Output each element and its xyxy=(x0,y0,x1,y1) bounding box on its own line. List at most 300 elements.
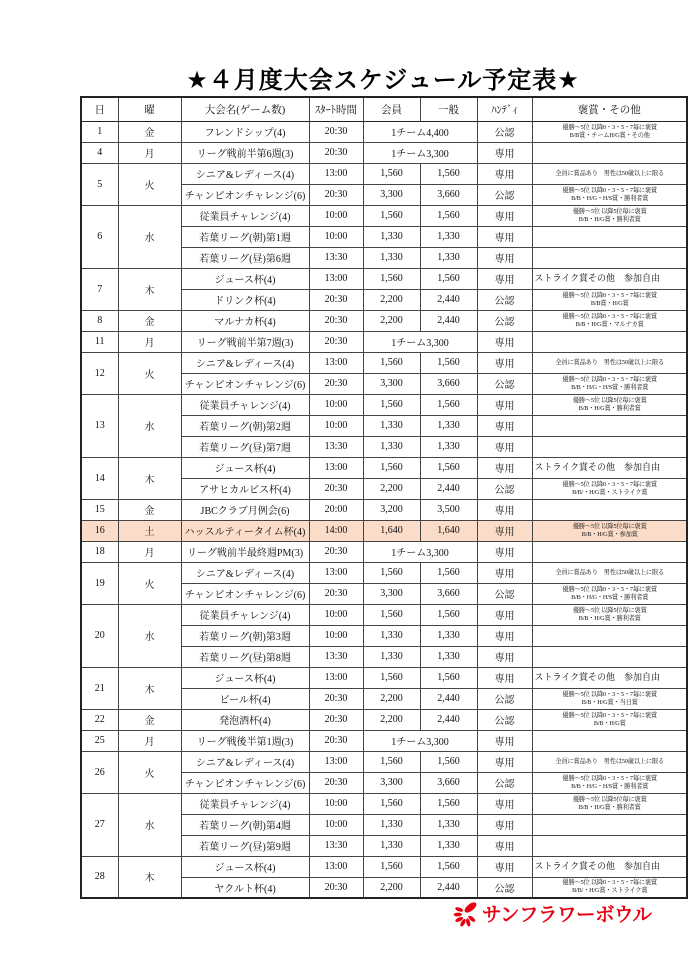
tournament-name-cell: 若葉リーグ(昼)第9週 xyxy=(181,835,309,856)
column-header-1: 曜 xyxy=(118,97,181,121)
tournament-name-cell: 若葉リーグ(朝)第1週 xyxy=(181,226,309,247)
tournament-name-cell: 従業員チャレンジ(4) xyxy=(181,394,309,415)
start-time-cell: 13:30 xyxy=(309,835,363,856)
prize-line: B/B・H/G・H/S賞・勝利者賞 xyxy=(570,593,648,601)
prize-cell xyxy=(532,835,687,856)
day-cell: 13 xyxy=(81,394,118,457)
prize-line: ストライク賞その他 参加自由 xyxy=(534,462,661,473)
prize-line: 優勝～5位 以降0・3・5・7毎に褒賞 xyxy=(561,375,657,383)
prize-cell xyxy=(532,184,687,205)
column-header-3: ｽﾀｰﾄ時間 xyxy=(309,97,363,121)
prize-line: B/B/・H/G賞・ストライク賞 xyxy=(571,887,647,895)
start-time-cell: 20:30 xyxy=(309,121,363,142)
general-fee-cell: 1,330 xyxy=(420,814,477,835)
tournament-name-cell: マルナカ杯(4) xyxy=(181,310,309,331)
tournament-name-cell: 従業員チャレンジ(4) xyxy=(181,604,309,625)
member-fee-cell: 2,200 xyxy=(363,289,420,310)
handicap-cell: 公認 xyxy=(477,709,532,730)
member-fee-cell: 1,330 xyxy=(363,646,420,667)
prize-line: B/B・H/G賞・当日賞 xyxy=(581,698,638,706)
tournament-name-cell: リーグ戦前半第6週(3) xyxy=(181,142,309,163)
weekday-cell: 水 xyxy=(118,205,181,268)
handicap-cell: 公認 xyxy=(477,877,532,898)
column-header-4: 会員 xyxy=(363,97,420,121)
general-fee-cell: 1,560 xyxy=(420,856,477,877)
member-fee-cell: 1,330 xyxy=(363,835,420,856)
member-fee-cell: 3,300 xyxy=(363,184,420,205)
start-time-cell: 10:00 xyxy=(309,625,363,646)
team-fee-cell: 1チーム3,300 xyxy=(363,730,477,751)
tournament-name-cell: 従業員チャレンジ(4) xyxy=(181,205,309,226)
prize-cell xyxy=(532,226,687,247)
member-fee-cell: 1,330 xyxy=(363,226,420,247)
table-row xyxy=(81,604,687,625)
tournament-name-cell: ハッスルティータイム杯(4) xyxy=(181,520,309,541)
weekday-cell: 木 xyxy=(118,268,181,310)
general-fee-cell: 1,560 xyxy=(420,457,477,478)
weekday-cell: 月 xyxy=(118,142,181,163)
day-cell: 25 xyxy=(81,730,118,751)
schedule-table xyxy=(80,96,688,899)
prize-line: 優勝～5位 以降0・3・5・7毎に褒賞 xyxy=(561,774,657,782)
general-fee-cell: 3,500 xyxy=(420,499,477,520)
tournament-name-cell: ビール杯(4) xyxy=(181,688,309,709)
member-fee-cell: 3,300 xyxy=(363,772,420,793)
prize-line: 優勝～5位 以降5位毎に褒賞 xyxy=(572,606,647,614)
handicap-cell: 専用 xyxy=(477,625,532,646)
table-row xyxy=(81,310,687,331)
weekday-cell: 月 xyxy=(118,541,181,562)
prize-cell xyxy=(532,604,687,625)
general-fee-cell: 1,560 xyxy=(420,667,477,688)
prize-line: B/B賞・チームH/G賞・その他 xyxy=(569,131,650,139)
member-fee-cell: 1,330 xyxy=(363,436,420,457)
member-fee-cell: 1,640 xyxy=(363,520,420,541)
start-time-cell: 10:00 xyxy=(309,793,363,814)
member-fee-cell: 1,560 xyxy=(363,751,420,772)
day-cell: 16 xyxy=(81,520,118,541)
prize-line: 優勝～5位 以降0・3・5・7毎に褒賞 xyxy=(561,711,657,719)
start-time-cell: 13:00 xyxy=(309,352,363,373)
member-fee-cell: 1,560 xyxy=(363,352,420,373)
handicap-cell: 専用 xyxy=(477,562,532,583)
tournament-name-cell: アサヒカルピス杯(4) xyxy=(181,478,309,499)
day-cell: 11 xyxy=(81,331,118,352)
column-header-7: 褒賞・その他 xyxy=(532,97,687,121)
table-row xyxy=(81,205,687,226)
day-cell: 7 xyxy=(81,268,118,310)
start-time-cell: 20:30 xyxy=(309,877,363,898)
prize-line: B/B賞・H/G賞 xyxy=(590,299,629,307)
member-fee-cell: 1,560 xyxy=(363,457,420,478)
handicap-cell: 専用 xyxy=(477,205,532,226)
member-fee-cell: 2,200 xyxy=(363,877,420,898)
prize-cell xyxy=(532,667,687,688)
member-fee-cell: 2,200 xyxy=(363,310,420,331)
start-time-cell: 13:30 xyxy=(309,247,363,268)
prize-cell xyxy=(532,625,687,646)
prize-cell xyxy=(532,331,687,352)
weekday-cell: 木 xyxy=(118,667,181,709)
prize-line: 全員に賞品あり 男性は50歳以上に限る xyxy=(554,169,664,177)
day-cell: 1 xyxy=(81,121,118,142)
tournament-name-cell: フレンドシップ(4) xyxy=(181,121,309,142)
handicap-cell: 公認 xyxy=(477,184,532,205)
weekday-cell: 木 xyxy=(118,457,181,499)
day-cell: 8 xyxy=(81,310,118,331)
weekday-cell: 金 xyxy=(118,310,181,331)
tournament-name-cell: チャンピオンチャレンジ(6) xyxy=(181,583,309,604)
prize-line: B/B・H/G・H/S賞・勝利者賞 xyxy=(570,782,648,790)
day-cell: 5 xyxy=(81,163,118,205)
weekday-cell: 金 xyxy=(118,121,181,142)
member-fee-cell: 1,330 xyxy=(363,247,420,268)
general-fee-cell: 2,440 xyxy=(420,289,477,310)
general-fee-cell: 1,330 xyxy=(420,835,477,856)
member-fee-cell: 1,560 xyxy=(363,856,420,877)
prize-cell xyxy=(532,688,687,709)
handicap-cell: 専用 xyxy=(477,751,532,772)
member-fee-cell: 2,200 xyxy=(363,688,420,709)
handicap-cell: 公認 xyxy=(477,310,532,331)
member-fee-cell: 2,200 xyxy=(363,478,420,499)
logo-text: サンフラワーボウル xyxy=(482,904,652,926)
prize-line: B/B・H/G賞・勝利者賞 xyxy=(578,215,641,223)
day-cell: 20 xyxy=(81,604,118,667)
tournament-name-cell: 発泡酒杯(4) xyxy=(181,709,309,730)
table-header-row xyxy=(81,97,687,121)
start-time-cell: 20:00 xyxy=(309,499,363,520)
prize-cell xyxy=(532,436,687,457)
prize-line: 優勝～5位 以降0・3・5・7毎に褒賞 xyxy=(561,186,657,194)
tournament-name-cell: チャンピオンチャレンジ(6) xyxy=(181,772,309,793)
prize-line: B/B・H/G賞・勝利者賞 xyxy=(578,614,641,622)
weekday-cell: 金 xyxy=(118,709,181,730)
table-row xyxy=(81,457,687,478)
prize-line: B/B・H/G賞 xyxy=(593,719,626,727)
prize-cell xyxy=(532,163,687,184)
team-fee-cell: 1チーム3,300 xyxy=(363,331,477,352)
start-time-cell: 13:00 xyxy=(309,667,363,688)
prize-line: ストライク賞その他 参加自由 xyxy=(534,861,661,872)
prize-cell xyxy=(532,730,687,751)
prize-cell xyxy=(532,373,687,394)
prize-cell xyxy=(532,478,687,499)
day-cell: 22 xyxy=(81,709,118,730)
column-header-5: 一般 xyxy=(420,97,477,121)
prize-line: ストライク賞その他 参加自由 xyxy=(534,672,661,683)
start-time-cell: 14:00 xyxy=(309,520,363,541)
prize-cell xyxy=(532,247,687,268)
prize-cell xyxy=(532,142,687,163)
prize-line: B/B・H/G・H/S賞・勝利者賞 xyxy=(570,194,648,202)
handicap-cell: 専用 xyxy=(477,667,532,688)
weekday-cell: 水 xyxy=(118,394,181,457)
table-row xyxy=(81,499,687,520)
handicap-cell: 専用 xyxy=(477,604,532,625)
start-time-cell: 10:00 xyxy=(309,226,363,247)
table-row xyxy=(81,667,687,688)
table-row xyxy=(81,541,687,562)
handicap-cell: 専用 xyxy=(477,163,532,184)
handicap-cell: 専用 xyxy=(477,856,532,877)
handicap-cell: 専用 xyxy=(477,142,532,163)
prize-cell xyxy=(532,856,687,877)
start-time-cell: 20:30 xyxy=(309,310,363,331)
prize-line: ストライク賞その他 参加自由 xyxy=(534,273,661,284)
weekday-cell: 月 xyxy=(118,331,181,352)
handicap-cell: 専用 xyxy=(477,415,532,436)
general-fee-cell: 3,660 xyxy=(420,184,477,205)
weekday-cell: 水 xyxy=(118,793,181,856)
prize-cell xyxy=(532,121,687,142)
prize-cell xyxy=(532,289,687,310)
prize-cell xyxy=(532,772,687,793)
member-fee-cell: 1,560 xyxy=(363,394,420,415)
general-fee-cell: 3,660 xyxy=(420,373,477,394)
start-time-cell: 20:30 xyxy=(309,478,363,499)
handicap-cell: 専用 xyxy=(477,835,532,856)
start-time-cell: 20:30 xyxy=(309,709,363,730)
prize-cell xyxy=(532,268,687,289)
team-fee-cell: 1チーム3,300 xyxy=(363,142,477,163)
prize-line: B/B/・H/G賞・ストライク賞 xyxy=(571,488,647,496)
weekday-cell: 火 xyxy=(118,163,181,205)
tournament-name-cell: 若葉リーグ(昼)第8週 xyxy=(181,646,309,667)
weekday-cell: 火 xyxy=(118,352,181,394)
handicap-cell: 専用 xyxy=(477,247,532,268)
day-cell: 12 xyxy=(81,352,118,394)
start-time-cell: 13:00 xyxy=(309,856,363,877)
general-fee-cell: 1,560 xyxy=(420,394,477,415)
general-fee-cell: 1,330 xyxy=(420,247,477,268)
tournament-name-cell: 若葉リーグ(昼)第7週 xyxy=(181,436,309,457)
handicap-cell: 専用 xyxy=(477,394,532,415)
tournament-name-cell: ドリンク杯(4) xyxy=(181,289,309,310)
general-fee-cell: 3,660 xyxy=(420,583,477,604)
handicap-cell: 公認 xyxy=(477,121,532,142)
prize-line: 優勝～5位 以降0・3・5・7毎に褒賞 xyxy=(561,879,657,887)
start-time-cell: 20:30 xyxy=(309,583,363,604)
weekday-cell: 土 xyxy=(118,520,181,541)
start-time-cell: 10:00 xyxy=(309,415,363,436)
member-fee-cell: 1,330 xyxy=(363,625,420,646)
handicap-cell: 専用 xyxy=(477,226,532,247)
tournament-name-cell: 若葉リーグ(朝)第2週 xyxy=(181,415,309,436)
day-cell: 4 xyxy=(81,142,118,163)
prize-line: 優勝～5位 以降0・3・5・7毎に褒賞 xyxy=(561,123,657,131)
weekday-cell: 火 xyxy=(118,562,181,604)
prize-line: 全員に賞品あり 男性は50歳以上に限る xyxy=(554,358,664,366)
general-fee-cell: 1,560 xyxy=(420,604,477,625)
prize-cell xyxy=(532,541,687,562)
tournament-name-cell: ジュース杯(4) xyxy=(181,457,309,478)
tournament-name-cell: ジュース杯(4) xyxy=(181,268,309,289)
start-time-cell: 20:30 xyxy=(309,730,363,751)
tournament-name-cell: シニア&レディース(4) xyxy=(181,751,309,772)
prize-line: B/B・H/G賞・マルナカ賞 xyxy=(575,320,644,328)
handicap-cell: 公認 xyxy=(477,373,532,394)
day-cell: 19 xyxy=(81,562,118,604)
start-time-cell: 20:30 xyxy=(309,289,363,310)
weekday-cell: 水 xyxy=(118,604,181,667)
handicap-cell: 公認 xyxy=(477,478,532,499)
general-fee-cell: 1,330 xyxy=(420,646,477,667)
table-row xyxy=(81,730,687,751)
prize-line: 優勝～5位 以降5位毎に褒賞 xyxy=(572,396,647,404)
member-fee-cell: 1,330 xyxy=(363,415,420,436)
prize-cell xyxy=(532,877,687,898)
handicap-cell: 専用 xyxy=(477,793,532,814)
start-time-cell: 13:00 xyxy=(309,163,363,184)
tournament-name-cell: ジュース杯(4) xyxy=(181,856,309,877)
prize-line: 優勝～5位 以降0・3・5・7毎に褒賞 xyxy=(561,585,657,593)
member-fee-cell: 1,560 xyxy=(363,667,420,688)
start-time-cell: 20:30 xyxy=(309,772,363,793)
member-fee-cell: 1,560 xyxy=(363,793,420,814)
table-row xyxy=(81,520,687,541)
column-header-0: 日 xyxy=(81,97,118,121)
prize-line: B/B・H/G賞・参加賞 xyxy=(581,530,638,538)
member-fee-cell: 3,300 xyxy=(363,373,420,394)
tournament-name-cell: リーグ戦前半最終週PM(3) xyxy=(181,541,309,562)
tournament-name-cell: 若葉リーグ(朝)第3週 xyxy=(181,625,309,646)
member-fee-cell: 1,560 xyxy=(363,268,420,289)
table-row xyxy=(81,562,687,583)
general-fee-cell: 1,330 xyxy=(420,415,477,436)
general-fee-cell: 1,330 xyxy=(420,436,477,457)
tournament-name-cell: チャンピオンチャレンジ(6) xyxy=(181,373,309,394)
general-fee-cell: 1,640 xyxy=(420,520,477,541)
handicap-cell: 専用 xyxy=(477,352,532,373)
weekday-cell: 火 xyxy=(118,751,181,793)
start-time-cell: 20:30 xyxy=(309,331,363,352)
start-time-cell: 20:30 xyxy=(309,541,363,562)
tournament-name-cell: 若葉リーグ(朝)第4週 xyxy=(181,814,309,835)
prize-line: 優勝～5位 以降5位毎に褒賞 xyxy=(572,522,647,530)
handicap-cell: 専用 xyxy=(477,457,532,478)
team-fee-cell: 1チーム3,300 xyxy=(363,541,477,562)
handicap-cell: 専用 xyxy=(477,646,532,667)
prize-line: 優勝～5位 以降5位毎に褒賞 xyxy=(572,207,647,215)
page-title: ★４月度大会スケジュール予定表★ xyxy=(186,67,580,94)
member-fee-cell: 1,560 xyxy=(363,205,420,226)
tournament-name-cell: ジュース杯(4) xyxy=(181,667,309,688)
handicap-cell: 専用 xyxy=(477,268,532,289)
handicap-cell: 公認 xyxy=(477,583,532,604)
prize-cell xyxy=(532,814,687,835)
prize-line: 全員に賞品あり 男性は50歳以上に限る xyxy=(554,757,664,765)
general-fee-cell: 1,330 xyxy=(420,226,477,247)
start-time-cell: 13:00 xyxy=(309,268,363,289)
start-time-cell: 13:00 xyxy=(309,562,363,583)
tournament-name-cell: シニア&レディース(4) xyxy=(181,562,309,583)
start-time-cell: 20:30 xyxy=(309,184,363,205)
day-cell: 18 xyxy=(81,541,118,562)
start-time-cell: 10:00 xyxy=(309,394,363,415)
table-row xyxy=(81,121,687,142)
day-cell: 28 xyxy=(81,856,118,898)
general-fee-cell: 2,440 xyxy=(420,709,477,730)
prize-line: B/B・H/G賞・勝利者賞 xyxy=(578,404,641,412)
general-fee-cell: 2,440 xyxy=(420,478,477,499)
general-fee-cell: 1,330 xyxy=(420,625,477,646)
start-time-cell: 20:30 xyxy=(309,142,363,163)
start-time-cell: 13:00 xyxy=(309,751,363,772)
handicap-cell: 専用 xyxy=(477,730,532,751)
start-time-cell: 20:30 xyxy=(309,688,363,709)
day-cell: 27 xyxy=(81,793,118,856)
general-fee-cell: 1,560 xyxy=(420,562,477,583)
weekday-cell: 木 xyxy=(118,856,181,898)
handicap-cell: 専用 xyxy=(477,499,532,520)
day-cell: 26 xyxy=(81,751,118,793)
tournament-name-cell: シニア&レディース(4) xyxy=(181,352,309,373)
prize-line: 全員に賞品あり 男性は50歳以上に限る xyxy=(554,568,664,576)
sunflower-starburst-icon xyxy=(452,900,479,927)
start-time-cell: 13:30 xyxy=(309,436,363,457)
prize-cell xyxy=(532,352,687,373)
day-cell: 6 xyxy=(81,205,118,268)
tournament-name-cell: JBCクラブ月例会(6) xyxy=(181,499,309,520)
team-fee-cell: 1チーム4,400 xyxy=(363,121,477,142)
tournament-name-cell: シニア&レディース(4) xyxy=(181,163,309,184)
table-row xyxy=(81,751,687,772)
member-fee-cell: 1,330 xyxy=(363,814,420,835)
handicap-cell: 公認 xyxy=(477,688,532,709)
day-cell: 21 xyxy=(81,667,118,709)
weekday-cell: 金 xyxy=(118,499,181,520)
day-cell: 15 xyxy=(81,499,118,520)
tournament-name-cell: ヤクルト杯(4) xyxy=(181,877,309,898)
prize-cell xyxy=(532,415,687,436)
prize-line: B/B・H/G・H/S賞・勝利者賞 xyxy=(570,383,648,391)
table-row xyxy=(81,709,687,730)
handicap-cell: 専用 xyxy=(477,541,532,562)
handicap-cell: 公認 xyxy=(477,772,532,793)
general-fee-cell: 2,440 xyxy=(420,688,477,709)
weekday-cell: 月 xyxy=(118,730,181,751)
prize-cell xyxy=(532,520,687,541)
table-row xyxy=(81,163,687,184)
start-time-cell: 13:00 xyxy=(309,457,363,478)
member-fee-cell: 2,200 xyxy=(363,709,420,730)
prize-line: 優勝～5位 以降0・3・5・7毎に褒賞 xyxy=(561,291,657,299)
prize-cell xyxy=(532,793,687,814)
member-fee-cell: 1,560 xyxy=(363,604,420,625)
prize-line: 優勝～5位 以降5位毎に褒賞 xyxy=(572,795,647,803)
member-fee-cell: 1,560 xyxy=(363,562,420,583)
table-row xyxy=(81,793,687,814)
general-fee-cell: 1,560 xyxy=(420,268,477,289)
start-time-cell: 10:00 xyxy=(309,604,363,625)
tournament-name-cell: 従業員チャレンジ(4) xyxy=(181,793,309,814)
table-row xyxy=(81,268,687,289)
prize-cell xyxy=(532,457,687,478)
prize-cell xyxy=(532,646,687,667)
general-fee-cell: 2,440 xyxy=(420,310,477,331)
general-fee-cell: 1,560 xyxy=(420,352,477,373)
general-fee-cell: 1,560 xyxy=(420,163,477,184)
prize-line: B/B・H/G賞・勝利者賞 xyxy=(578,803,641,811)
handicap-cell: 専用 xyxy=(477,436,532,457)
table-row xyxy=(81,856,687,877)
prize-cell xyxy=(532,583,687,604)
prize-cell xyxy=(532,205,687,226)
column-header-2: 大会名(ゲーム数) xyxy=(181,97,309,121)
general-fee-cell: 3,660 xyxy=(420,772,477,793)
prize-line: 優勝～5位 以降0・3・5・7毎に褒賞 xyxy=(561,690,657,698)
